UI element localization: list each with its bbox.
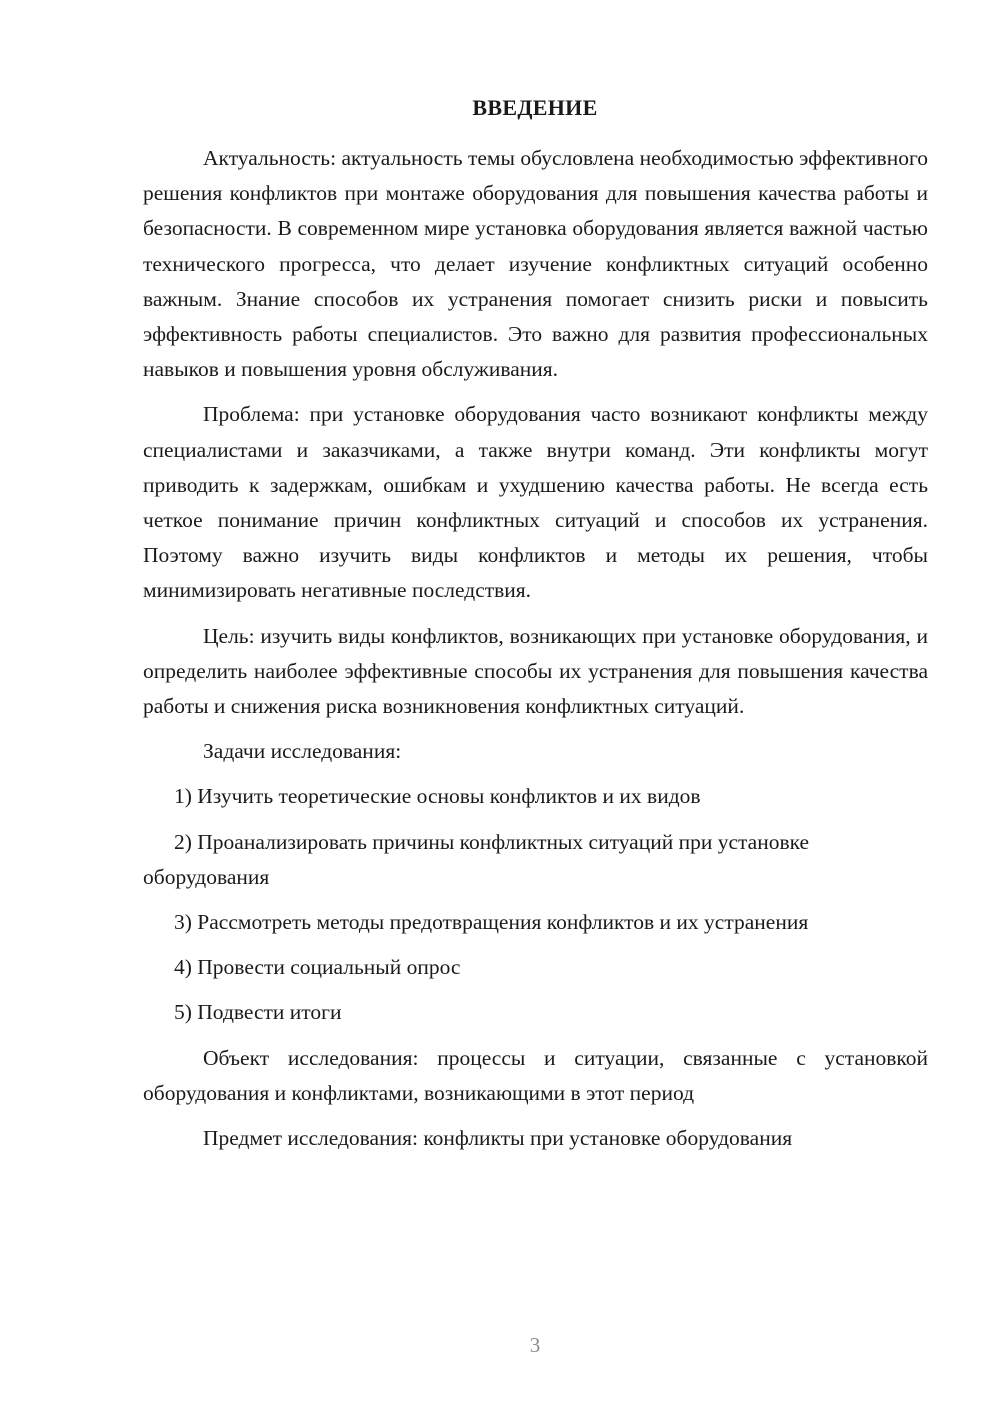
- task-item-3: 3) Рассмотреть методы предотвращения конфликтов и их устранения: [174, 910, 809, 935]
- goal-paragraph: Цель: изучить виды конфликтов, возникающих при установке оборудования, и определить наиболее эффективные способы их устранения для повышения качества работы и снижения риска возникновения конфликтных ситуаций.: [143, 623, 928, 719]
- subject-paragraph: Предмет исследования: конфликты при установке оборудования: [203, 1126, 793, 1151]
- task-item-2: 2) Проанализировать причины конфликтных ситуаций при установке оборудования: [143, 829, 810, 889]
- document-body: [143, 141, 928, 1156]
- task-item-4: 4) Провести социальный опрос: [174, 955, 461, 980]
- page-title: ВВЕДЕНИЕ: [472, 95, 598, 120]
- page-number: 3: [529, 1333, 541, 1357]
- object-paragraph: Объект исследования: процессы и ситуации, связанные с установкой оборудования и конфликтами, возникающими в этот период: [143, 1045, 928, 1105]
- task-item-1: 1) Изучить теоретические основы конфликтов и их видов: [174, 784, 701, 809]
- tasks-heading: Задачи исследования:: [203, 739, 402, 764]
- relevance-paragraph: Актуальность: актуальность темы обусловлена необходимостью эффективного решения конфликтов при монтаже оборудования для повышения качества работы и безопасности. В современном мире установка оборудования является важной частью технического прогресса, что делает изучение конфликтных ситуаций особенно важным. Знание способов их устранения помогает снизить риски и повысить эффективность работы специалистов. Это важно для развития профессиональных навыков и повышения уровня обслуживания.: [143, 146, 928, 382]
- task-item-5: 5) Подвести итоги: [174, 1000, 342, 1025]
- problem-paragraph: Проблема: при установке оборудования часто возникают конфликты между специалистами и заказчиками, а также внутри команд. Эти конфликты могут приводить к задержкам, ошибкам и ухудшению качества работы. Не всегда есть четкое понимание причин конфликтных ситуаций и способов их устранения. Поэтому важно изучить виды конфликтов и методы их решения, чтобы минимизировать негативные последствия.: [143, 402, 928, 603]
